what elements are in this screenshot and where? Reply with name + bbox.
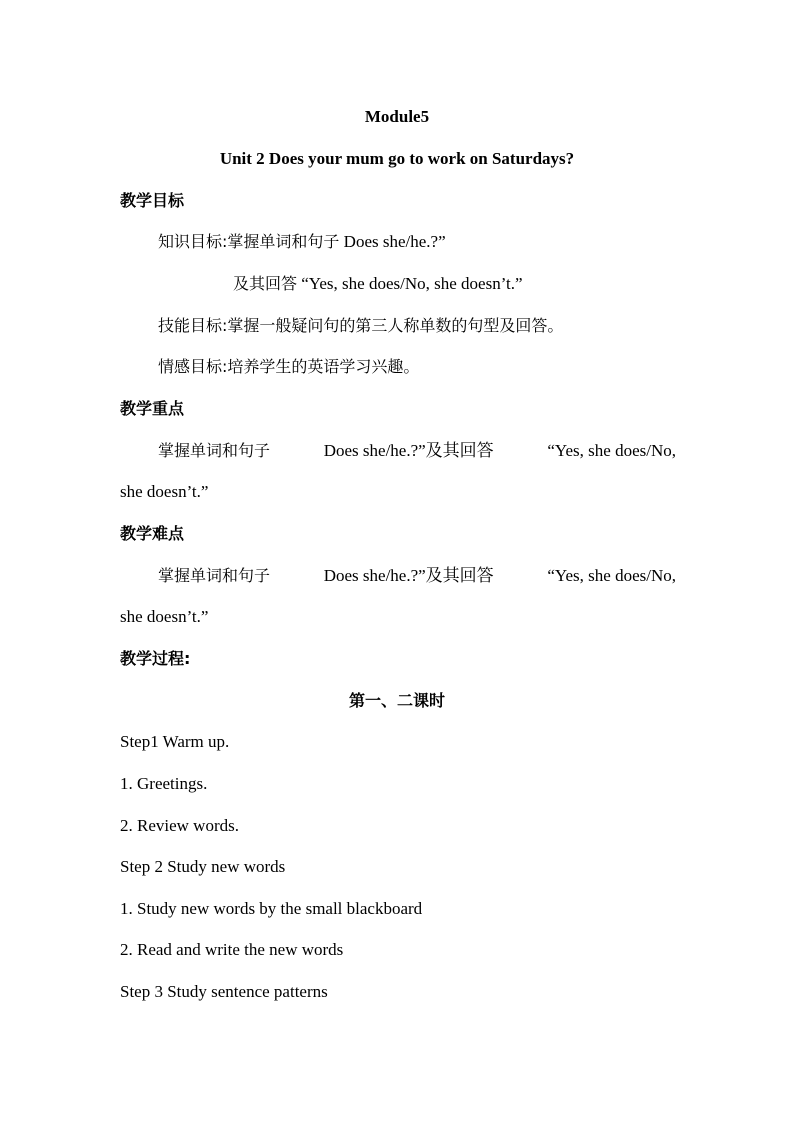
difficult-points-cn: 掌握单词和句子	[158, 566, 271, 585]
difficult-points-heading: 教学难点	[120, 524, 185, 543]
key-points-heading: 教学重点	[120, 399, 185, 418]
answer-en: “Yes, she does/No, she doesn’t.”	[297, 274, 523, 293]
key-points-en: Does she/he.?”及其回答	[323, 441, 494, 460]
difficult-points-en: Does she/he.?”及其回答	[323, 566, 494, 585]
objectives-heading: 教学目标	[120, 191, 185, 210]
step-line: Step1 Warm up.	[120, 732, 230, 751]
step-line: 2. Review words.	[120, 816, 239, 835]
step-line: 1. Study new words by the small blackboard	[120, 899, 423, 918]
answer-prefix: 及其回答	[233, 274, 298, 293]
step-line: 1. Greetings.	[120, 774, 208, 793]
process-heading: 教学过程:	[120, 649, 191, 668]
emotion-objective: 情感目标:培养学生的英语学习兴趣。	[158, 357, 420, 376]
document-subtitle: Unit 2 Does your mum go to work on Saturdays?	[219, 149, 575, 168]
step-line: Step 3 Study sentence patterns	[120, 982, 328, 1001]
difficult-points-line1	[158, 565, 676, 587]
key-points-cn: 掌握单词和句子	[158, 441, 271, 460]
key-points-tail: “Yes, she does/No,	[547, 441, 676, 460]
knowledge-text: 掌握单词和句子	[227, 232, 340, 251]
step-line: Step 2 Study new words	[120, 857, 286, 876]
knowledge-answer	[233, 273, 523, 295]
key-points-line1	[158, 440, 676, 462]
difficult-points-tail: “Yes, she does/No,	[547, 566, 676, 585]
knowledge-objective	[158, 231, 446, 253]
session-heading: 第一、二课时	[348, 691, 445, 710]
knowledge-en: Does she/he.?”	[339, 232, 446, 251]
key-points-line2: she doesn’t.”	[120, 482, 209, 501]
difficult-points-line2: she doesn’t.”	[120, 607, 209, 626]
document-title: Module5	[364, 107, 430, 126]
skill-objective: 技能目标:掌握一般疑问句的第三人称单数的句型及回答。	[158, 316, 564, 335]
step-line: 2. Read and write the new words	[120, 940, 344, 959]
knowledge-label: 知识目标:	[158, 232, 228, 251]
